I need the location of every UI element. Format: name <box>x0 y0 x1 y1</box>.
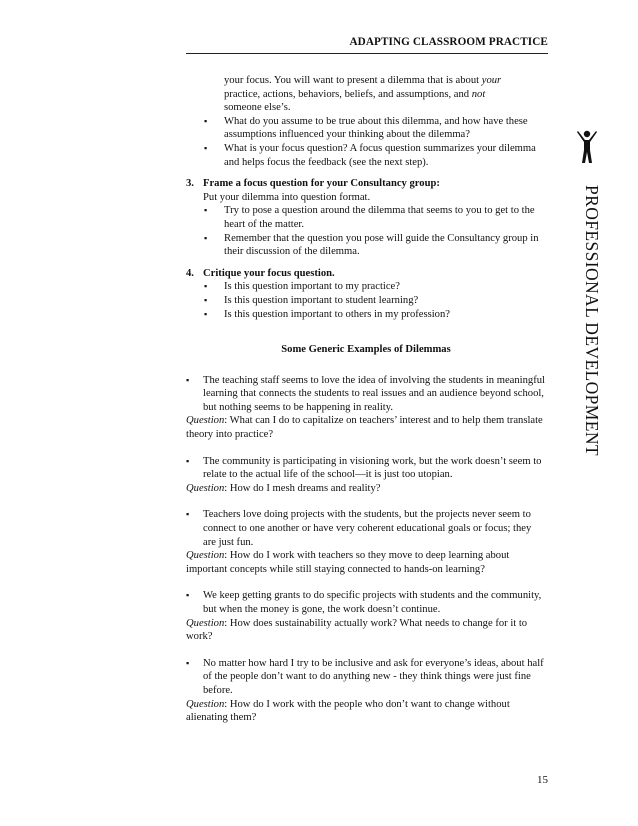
person-arms-raised-icon <box>576 130 598 164</box>
dilemma-text: ▪ We keep getting grants to do specific projects with students and the community, but when the money is gone, the work doesn’t continue. <box>186 589 546 616</box>
continuation-text: your focus. You will want to present a dilemma that is about your practice, actions, behaviors, beliefs, and assumptions, and not someone else’s. <box>224 75 502 114</box>
list-item: ▪ Is this question important to student learning? <box>186 294 546 308</box>
list-item: ▪ Remember that the question you pose will guide the Consultancy group in their discussion of the dilemma. <box>186 232 546 259</box>
question-text: Question: How do I work with the people who don’t want to change without alienating them? <box>186 698 510 724</box>
header-rule <box>186 53 548 54</box>
list-item: ▪ Try to pose a question around the dilemma that seems to you to get to the heart of the matter. <box>186 204 546 231</box>
page-body <box>186 74 546 725</box>
section-tab <box>568 185 612 535</box>
dilemma-text: ▪ Teachers love doing projects with the students, but the projects never seem to connect to one another or have very coherent educational goals or focus; they are just fun. <box>186 508 546 549</box>
example-block <box>186 657 546 725</box>
section-intro: Put your dilemma into question format. <box>203 191 371 203</box>
dilemma-text: ▪ No matter how hard I try to be inclusive and ask for everyone’s ideas, about half of the people don’t want to do anything new - they think things were just fine before. <box>186 657 546 698</box>
section-4 <box>186 267 546 281</box>
question-text: Question: How do I mesh dreams and reality? <box>186 482 381 494</box>
section-number: 4. <box>186 267 194 279</box>
question-text: Question: What can I do to capitalize on teachers’ interest and to help them translate theory into practice? <box>186 415 543 441</box>
example-block <box>186 508 546 576</box>
section-number: 3. <box>186 178 194 190</box>
example-block <box>186 374 546 442</box>
section-3 <box>186 177 546 204</box>
list-item: ▪ Is this question important to others in my profession? <box>186 308 546 322</box>
list-item: ▪ Is this question important to my practice? <box>186 280 546 294</box>
dilemma-text: ▪ The teaching staff seems to love the idea of involving the students in meaningful learning that connects the students to real issues and an audience beyond school, but nothing seems to be happening in reality. <box>186 374 546 415</box>
examples-heading: Some Generic Examples of Dilemmas <box>281 344 451 356</box>
running-header: ADAPTING CLASSROOM PRACTICE <box>349 36 548 48</box>
section-tab-label: PROFESSIONAL DEVELOPMENT <box>582 185 602 456</box>
section-title: Frame a focus question for your Consultancy group: <box>203 178 440 190</box>
question-text: Question: How does sustainability actually work? What needs to change for it to work? <box>186 617 528 643</box>
example-block <box>186 455 546 496</box>
page-number: 15 <box>537 774 548 786</box>
list-item: ▪ What is your focus question? A focus question summarizes your dilemma and helps focus the feedback (see the next step). <box>186 142 546 169</box>
section-title: Critique your focus question. <box>203 267 335 279</box>
list-item: ▪ What do you assume to be true about this dilemma, and how have these assumptions influenced your thinking about the dilemma? <box>186 115 546 142</box>
example-block <box>186 589 546 643</box>
question-text: Question: How do I work with teachers so they move to deep learning about important concepts while still staying connected to hands-on learning? <box>186 550 510 575</box>
dilemma-text: ▪ The community is participating in visioning work, but the work doesn’t seem to relate to the actual life of the school—it is just too utopian. <box>186 455 546 482</box>
